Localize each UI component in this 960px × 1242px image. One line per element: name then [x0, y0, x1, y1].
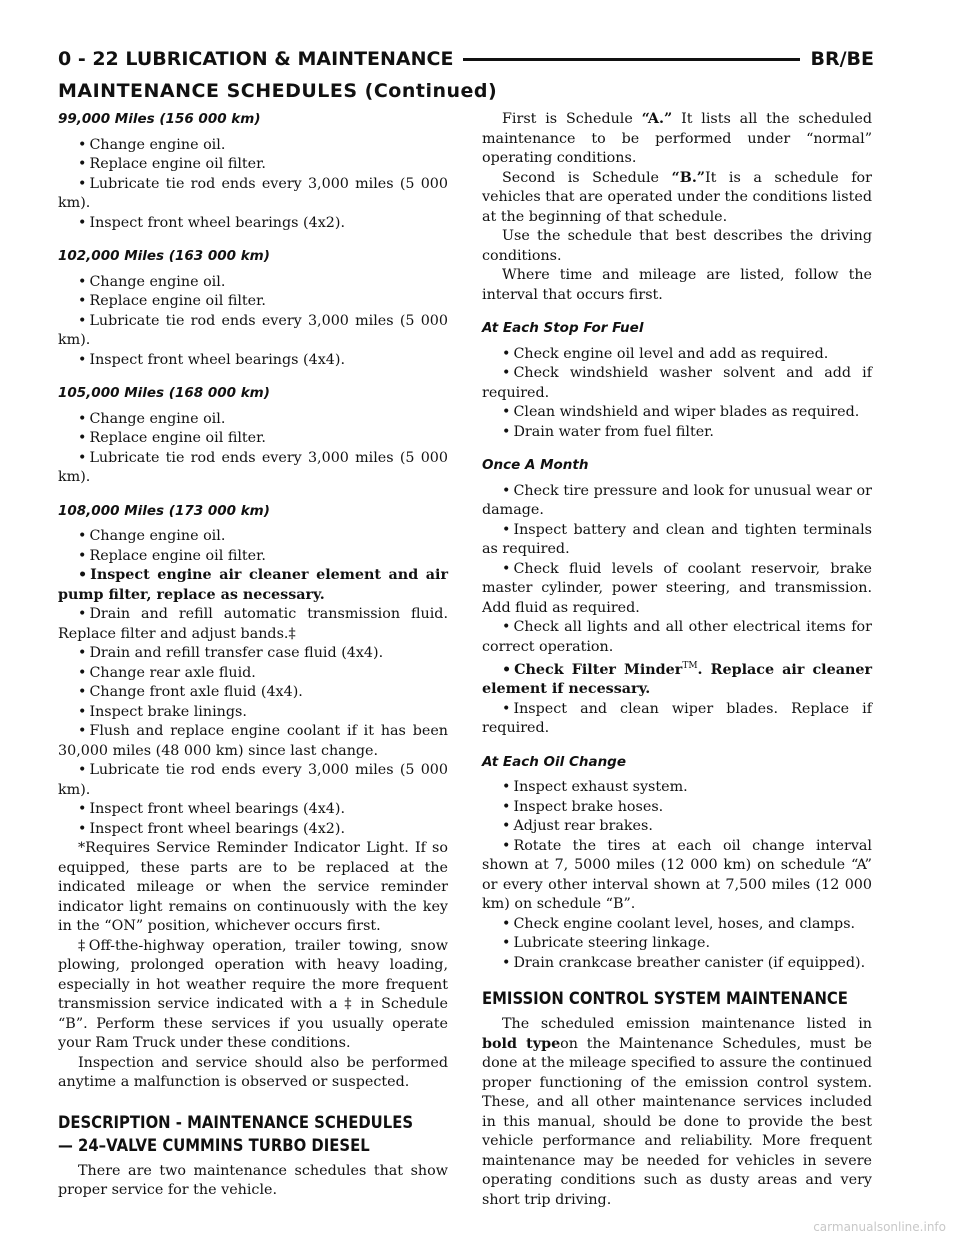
list-item: • Clean windshield and wiper blades as required.: [482, 403, 872, 423]
section-102000: 102,000 Miles (163 000 km): [58, 248, 270, 264]
description-heading-line1: DESCRIPTION - MAINTENANCE SCHEDULES: [58, 1112, 414, 1132]
description-heading: [58, 1111, 414, 1157]
section-108000: 108,000 Miles (173 000 km): [58, 502, 270, 519]
list-item: • Drain crankcase breather canister (if equipped).: [482, 954, 872, 974]
list-item: • Lubricate steering linkage.: [482, 934, 872, 954]
list-item: • Inspect front wheel bearings (4x2).: [58, 214, 448, 234]
list-item: • Drain and refill transfer case fluid (4x4).: [58, 644, 448, 664]
description-heading-line2: — 24–VALVE CUMMINS TURBO DIESEL: [58, 1135, 370, 1155]
note-inspection: Inspection and service should also be performed anytime a malfunction is observed or suspected.: [58, 1054, 448, 1090]
list-item: • Lubricate tie rod ends every 3,000 miles (5 000 km).: [58, 175, 448, 214]
list-item-emission: • Inspect engine air cleaner element and air pump filter, replace as necessary.: [58, 566, 448, 605]
header-rule: [463, 58, 800, 61]
trademark-mark: TM: [682, 661, 698, 671]
list-item: • Inspect battery and clean and tighten terminals as required.: [482, 521, 872, 560]
left-column: [58, 110, 448, 1201]
list-item: • Check tire pressure and look for unusual wear or damage.: [482, 482, 872, 521]
list-item: • Rotate the tires at each oil change interval shown at 7, 5000 miles (12 000 km) on schedule “A” or every other interval shown at 7,500 miles (12 000 km) on schedule “B”.: [482, 837, 872, 915]
note-service-reminder: *Requires Service Reminder Indicator Light. If so equipped, these parts are to be replaced at the indicated mileage or when the service reminder indicator light remains on continuously with the key in the “ON” position, whichever occurs first.: [58, 840, 448, 934]
right-column: [482, 110, 872, 1210]
list-item: • Inspect exhaust system.: [482, 778, 872, 798]
intro-time-mileage: Where time and mileage are listed, follow the interval that occurs first.: [482, 267, 872, 303]
emission-heading: EMISSION CONTROL SYSTEM MAINTENANCE: [482, 989, 848, 1009]
list-item: • Check all lights and all other electrical items for correct operation.: [482, 618, 872, 657]
list-item: • Replace engine oil filter.: [58, 155, 448, 175]
list-item: • Change rear axle fluid.: [58, 664, 448, 684]
list-item: • Change engine oil.: [58, 136, 448, 156]
list-item: • Inspect front wheel bearings (4x4).: [58, 800, 448, 820]
emission-text: The scheduled emission maintenance listed in bold typeon the Maintenance Schedules, must be done at the mileage specified to assure the continued proper functioning of the emission control system. These, and all other maintenance services included in this manual, should be done to provide the best vehicle performance and reliability. More frequent maintenance may be needed for vehicles in severe operating conditions such as dusty areas and very short trip driving.: [482, 1016, 872, 1208]
intro-schedule-b: Second is Schedule “B.”It is a schedule for vehicles that are operated under the conditions listed at the beginning of that schedule.: [482, 169, 872, 225]
watermark: carmanualsonline.info: [813, 1220, 946, 1234]
list-item: • Replace engine oil filter.: [58, 292, 448, 312]
list-item: • Inspect brake linings.: [58, 703, 448, 723]
list-item: • Lubricate tie rod ends every 3,000 miles (5 000 km).: [58, 449, 448, 488]
description-text: There are two maintenance schedules that show proper service for the vehicle.: [58, 1162, 448, 1198]
list-item: • Inspect and clean wiper blades. Replace if required.: [482, 700, 872, 739]
page-header: [58, 44, 874, 74]
note-off-highway: ‡Off-the-highway operation, trailer towing, snow plowing, prolonged operation with heavy loading, especially in hot weather require the more frequent transmission service indicated with a ‡ in Schedule “B”. Perform these services if you usually operate your Ram Truck under these conditions.: [58, 937, 448, 1051]
list-item: • Flush and replace engine coolant if it has been 30,000 miles (48 000 km) since last change.: [58, 722, 448, 761]
list-item: • Replace engine oil filter.: [58, 429, 448, 449]
list-item: • Drain and refill automatic transmission fluid. Replace filter and adjust bands.‡: [58, 605, 448, 644]
model-code: BR/BE: [810, 48, 874, 70]
section-once-a-month: Once A Month: [482, 457, 589, 473]
list-item: • Inspect brake hoses.: [482, 798, 872, 818]
list-item: • Check engine oil level and add as required.: [482, 345, 872, 365]
section-105000: 105,000 Miles (168 000 km): [58, 385, 270, 401]
list-item: • Inspect front wheel bearings (4x4).: [58, 351, 448, 371]
intro-schedule-a: First is Schedule “A.” It lists all the scheduled maintenance to be performed under “normal” operating conditions.: [482, 111, 872, 166]
section-99000: 99,000 Miles (156 000 km): [58, 111, 261, 127]
list-item: • Check engine coolant level, hoses, and clamps.: [482, 915, 872, 935]
list-item: • Change engine oil.: [58, 273, 448, 293]
intro-use-schedule: Use the schedule that best describes the driving conditions.: [482, 228, 872, 264]
section-oil-change: At Each Oil Change: [482, 753, 626, 770]
list-item: • Lubricate tie rod ends every 3,000 miles (5 000 km).: [58, 312, 448, 351]
list-item-filter-minder: • Check Filter Minder™. Replace air cleaner element if necessary.: [482, 657, 872, 700]
list-item: • Drain water from fuel filter.: [482, 423, 872, 443]
list-item: • Change front axle fluid (4x4).: [58, 683, 448, 703]
list-item: • Replace engine oil filter.: [58, 547, 448, 567]
list-item: • Change engine oil.: [58, 410, 448, 430]
list-item: • Inspect front wheel bearings (4x2).: [58, 820, 448, 840]
list-item: • Check fluid levels of coolant reservoir, brake master cylinder, power steering, and transmission. Add fluid as required.: [482, 560, 872, 619]
page-number-section: 0 - 22 LUBRICATION & MAINTENANCE: [58, 48, 454, 70]
list-item: • Check windshield washer solvent and add if required.: [482, 364, 872, 403]
continued-title: MAINTENANCE SCHEDULES (Continued): [58, 80, 498, 102]
list-item: • Lubricate tie rod ends every 3,000 miles (5 000 km).: [58, 761, 448, 800]
list-item: • Adjust rear brakes.: [482, 817, 872, 837]
section-fuel-stop: At Each Stop For Fuel: [482, 320, 644, 336]
list-item: • Change engine oil.: [58, 527, 448, 547]
